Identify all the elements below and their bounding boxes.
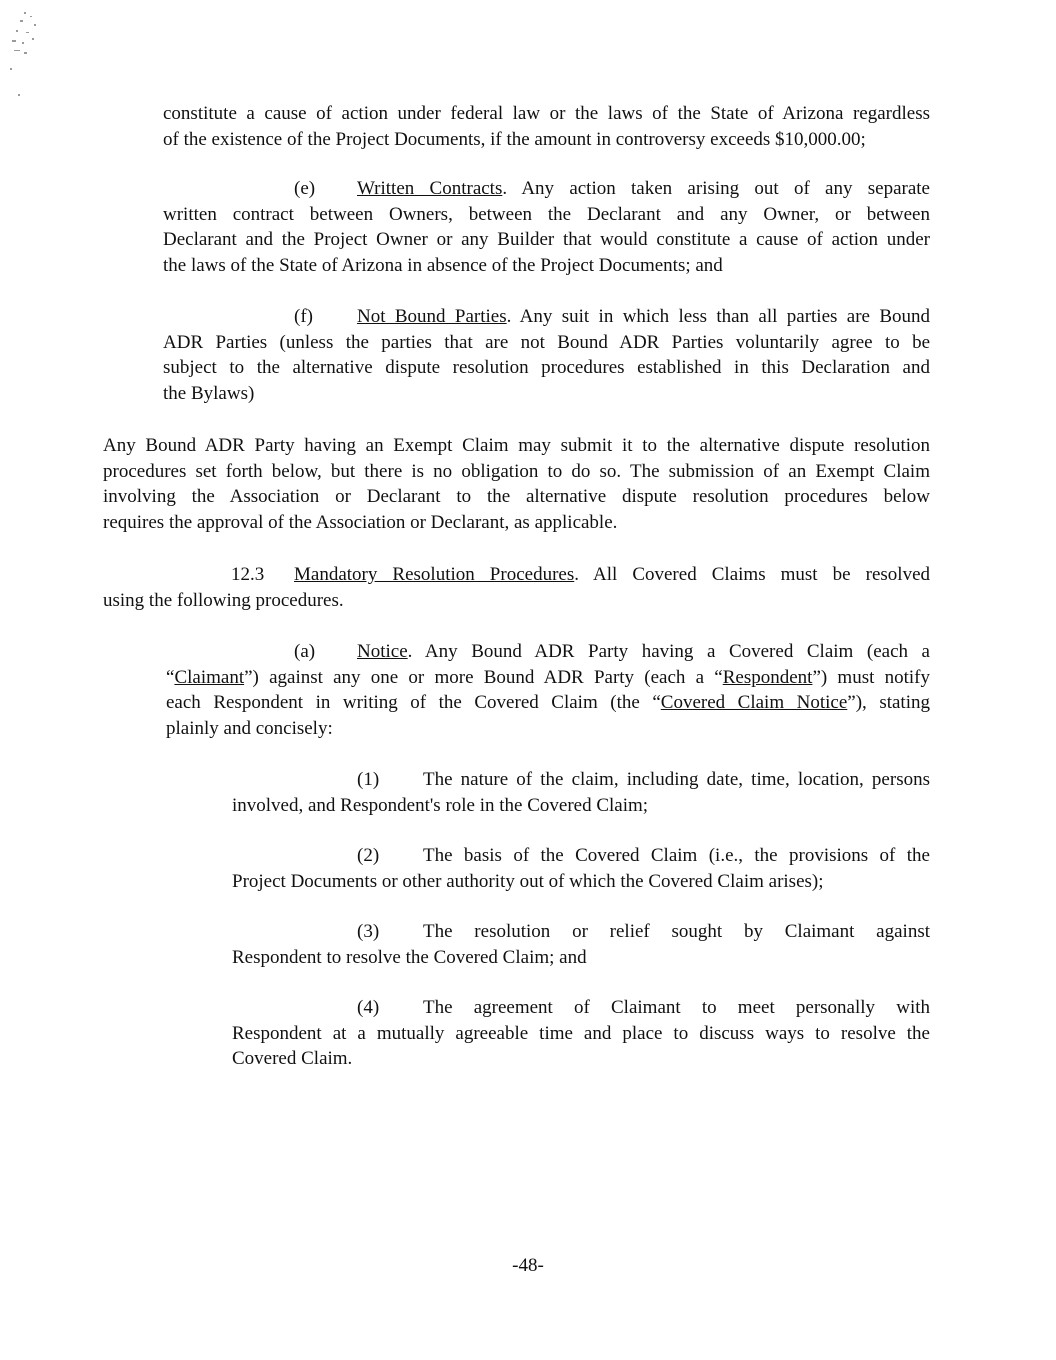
sub-item-label: (1): [357, 769, 380, 790]
item-label: (f): [294, 306, 313, 327]
text-line: plainly and concisely:: [166, 717, 333, 739]
text-line: written contract between Owners, between the Declarant and any Owner, or between: [163, 203, 930, 225]
item-f-not-bound-parties: [163, 304, 930, 406]
text-run: each Respondent in writing of the Covered Claim (the “: [166, 692, 661, 713]
text-line: [166, 639, 930, 665]
text-line: Respondent to resolve the Covered Claim; and: [232, 946, 587, 968]
text-line: Project Documents or other authority out of which the Covered Claim arises);: [232, 870, 824, 892]
text-line: involving the Association or Declarant to the alternative dispute resolution procedures below: [103, 486, 930, 507]
text-line: the Bylaws): [163, 382, 255, 404]
sub-item-label: (2): [357, 845, 380, 866]
defined-term-claimant: Claimant: [174, 666, 245, 688]
item-lead-text: . Any action taken arising out of any separate: [502, 178, 930, 199]
sub-item-3: [232, 919, 930, 970]
text-line: procedures set forth below, but there is no obligation to do so. The submission of an Exempt Claim: [103, 460, 930, 482]
exempt-claim-paragraph: [103, 433, 930, 535]
text-line: Any Bound ADR Party having an Exempt Claim may submit it to the alternative dispute resolution: [103, 435, 930, 456]
item-heading: Not Bound Parties: [357, 306, 507, 327]
text-line: constitute a cause of action under federal law or the laws of the State of Arizona regardless: [163, 103, 930, 124]
text-line: ADR Parties (unless the parties that are not Bound ADR Parties voluntarily agree to be: [163, 331, 930, 353]
item-label: (a): [294, 641, 316, 662]
text-line: using the following procedures.: [103, 589, 344, 611]
sub-item-lead-text: The basis of the Covered Claim (i.e., the provisions of the: [423, 845, 930, 866]
section-12-3-mandatory-resolution: [103, 562, 930, 613]
section-heading: Mandatory Resolution Procedures: [294, 564, 575, 585]
text-line: [232, 919, 930, 945]
item-e-written-contracts: [163, 176, 930, 278]
sub-item-2: [232, 843, 930, 894]
section-number: 12.3: [231, 564, 265, 585]
text-run: ”) must notify: [812, 666, 930, 688]
text-run: ”), stating: [847, 692, 930, 713]
text-line: [232, 843, 930, 869]
item-label: (e): [294, 178, 316, 199]
text-line: subject to the alternative dispute resolution procedures established in this Declaration and: [163, 357, 930, 378]
scan-speckle-mark: [6, 8, 50, 98]
item-heading: Notice: [357, 641, 408, 662]
continuation-paragraph: [163, 101, 930, 152]
item-a-notice: [166, 639, 930, 741]
text-line: [232, 995, 930, 1021]
text-line: [103, 562, 930, 588]
text-line: Declarant and the Project Owner or any Builder that would constitute a cause of action under: [163, 229, 930, 250]
sub-item-lead-text: The agreement of Claimant to meet personally with: [423, 997, 930, 1018]
text-line: involved, and Respondent's role in the Covered Claim;: [232, 794, 649, 816]
defined-term-respondent: Respondent: [722, 666, 813, 688]
text-line: Respondent at a mutually agreeable time and place to discuss ways to resolve the: [232, 1022, 930, 1044]
sub-item-1: [232, 767, 930, 818]
text-line: the laws of the State of Arizona in absence of the Project Documents; and: [163, 254, 723, 276]
sub-item-lead-text: The nature of the claim, including date, time, location, persons: [423, 769, 930, 790]
defined-term-covered-claim-notice: Covered Claim Notice: [660, 692, 848, 713]
sub-item-lead-text: The resolution or relief sought by Claimant against: [423, 921, 930, 942]
item-lead-text: . Any Bound ADR Party having a Covered Claim (each a: [407, 641, 930, 662]
text-line: [163, 304, 930, 330]
text-line: of the existence of the Project Documents, if the amount in controversy exceeds $10,000.00;: [163, 128, 866, 150]
text-line: requires the approval of the Association or Declarant, as applicable.: [103, 511, 618, 533]
text-run: ”) against any one or more Bound ADR Party (each a “: [244, 666, 723, 688]
page-number: -48-: [512, 1255, 544, 1276]
section-lead-text: . All Covered Claims must be resolved: [574, 564, 930, 585]
text-line: [232, 767, 930, 793]
item-lead-text: . Any suit in which less than all parties are Bound: [506, 306, 930, 327]
text-line: [166, 665, 930, 691]
item-heading: Written Contracts: [357, 178, 503, 199]
quote-mark: “: [166, 666, 175, 688]
sub-item-4: [232, 995, 930, 1072]
sub-item-label: (3): [357, 921, 380, 942]
text-line: Covered Claim.: [232, 1048, 353, 1069]
text-line: [163, 176, 930, 202]
text-line: [166, 690, 930, 716]
sub-item-label: (4): [357, 997, 380, 1018]
